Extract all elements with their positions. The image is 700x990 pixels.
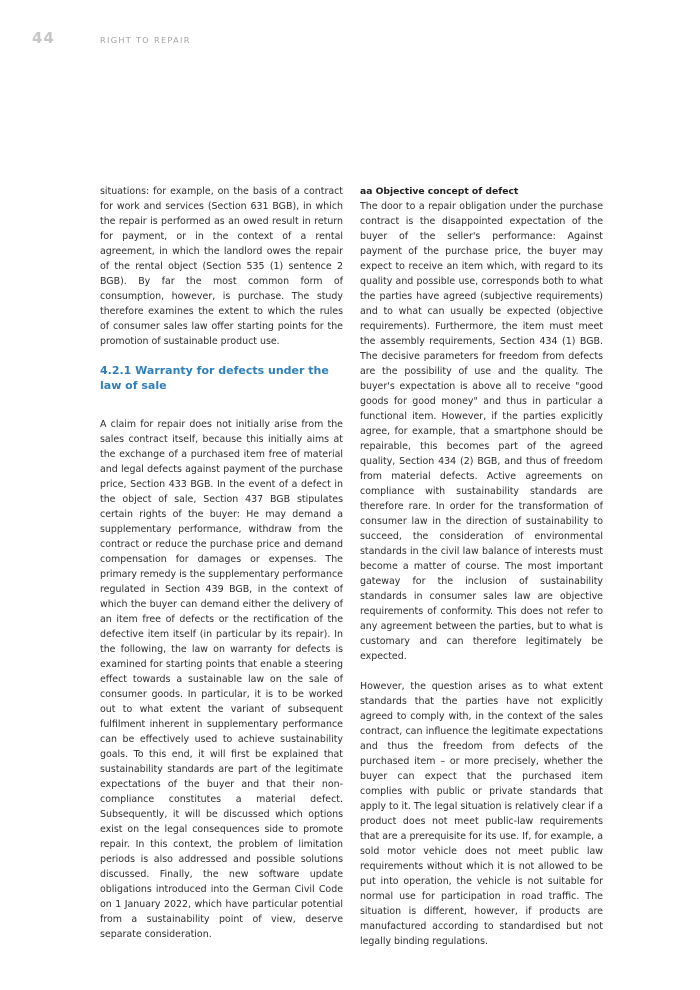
sub-heading: aa Objective concept of defect [360,186,519,197]
body-paragraph: However, the question arises as to what extent standards that the parties have not explicitly agreed to comply with, in the context of the sales contract, can influence the legitimate expectations and thus the freedom from defects of the purchased item – or more precisely, whether the buyer can expect that the purchased item complies with public or private standards that apply to it. The legal situation is relatively clear if a product does not meet public-law requirements that are a prerequisite for its use. If, for example, a sold motor vehicle does not meet public law requirements without which it is not allowed to be put into operation, the vehicle is not suitable for normal use for participation in road traffic. The situation is different, however, if products are manufactured according to standardised but not legally binding regulations. [360,681,603,947]
running-header: RIGHT TO REPAIR [100,35,191,45]
body-paragraph: situations: for example, on the basis of a contract for work and services (Section 631 BGB), in which the repair is performed as an owed result in return for payment, or in the context of a rental agreement, in which the landlord owes the repair of the rental object (Section 535 (1) sentence 2 BGB). By far the most common form of consumption, however, is purchase. The study therefore examines the extent to which the rules of consumer sales law offer starting points for the promotion of sustainable product use. [100,186,343,347]
body-paragraph: The door to a repair obligation under the purchase contract is the disappointed expectation of the buyer of the seller's performance: Against payment of the purchase price, the buyer may expect to receive an item which, with regard to its quality and possible use, corresponds both to what the parties have agreed (subjective requirements) and to what can usually be expected (objective requirements). Furthermore, the item must meet the assembly requirements, Section 434 (1) BGB. The decisive parameters for freedom from defects are the possibility of use and the quality. The buyer's expectation is above all to receive "good goods for good money" and thus in particular a functional item. However, if the parties explicitly agree, for example, that a smartphone should be repairable, this becomes part of the agreed quality, Section 434 (2) BGB, and thus of freedom from material defects. Active agreements on compliance with sustainability standards are therefore rare. In order for the transformation of consumer law in the direction of sustainability to succeed, the consideration of environmental standards in the civil law balance of interests must become a matter of course. The most important gateway for the inclusion of sustainability standards in consumer sales law are objective requirements of conformity. This does not refer to any agreement between the parties, but to what is customary and can therefore legitimately be expected. [360,201,603,662]
page-number: 44 [32,29,55,47]
body-paragraph: A claim for repair does not initially arise from the sales contract itself, because this initially aims at the exchange of a purchased item free of material and legal defects against payment of the purchase price, Section 433 BGB. In the event of a defect in the object of sale, Section 437 BGB stipulates certain rights of the buyer: He may demand a supplementary performance, withdraw from the contract or reduce the purchase price and demand compensation for damages or expenses. The primary remedy is the supplementary performance regulated in Section 439 BGB, in the context of which the buyer can demand either the delivery of an item free of defects or the rectification of the defective item itself (in particular by its repair). In the following, the law on warranty for defects is examined for starting points that enable a steering effect towards a sustainable law on the sale of consumer goods. In particular, it is to be worked out to what extent the variant of subsequent fulfilment inherent in supplementary performance can be effectively used to achieve sustainability goals. To this end, it will first be explained that sustainability standards are part of the legitimate expectations of the buyer and that their non-compliance constitutes a material defect. Subsequently, it will be discussed which options exist on the legal consequences side to promote repair. In this context, the problem of limitation periods is also addressed and possible solutions discussed. Finally, the new software update obligations introduced into the German Civil Code on 1 January 2022, which have particular potential from a sustainability point of view, deserve separate consideration. [100,419,343,940]
right-column [360,184,603,949]
paragraph-gap [360,664,603,679]
left-column [100,184,343,942]
section-heading: 4.2.1 Warranty for defects under the law of sale [100,364,329,392]
